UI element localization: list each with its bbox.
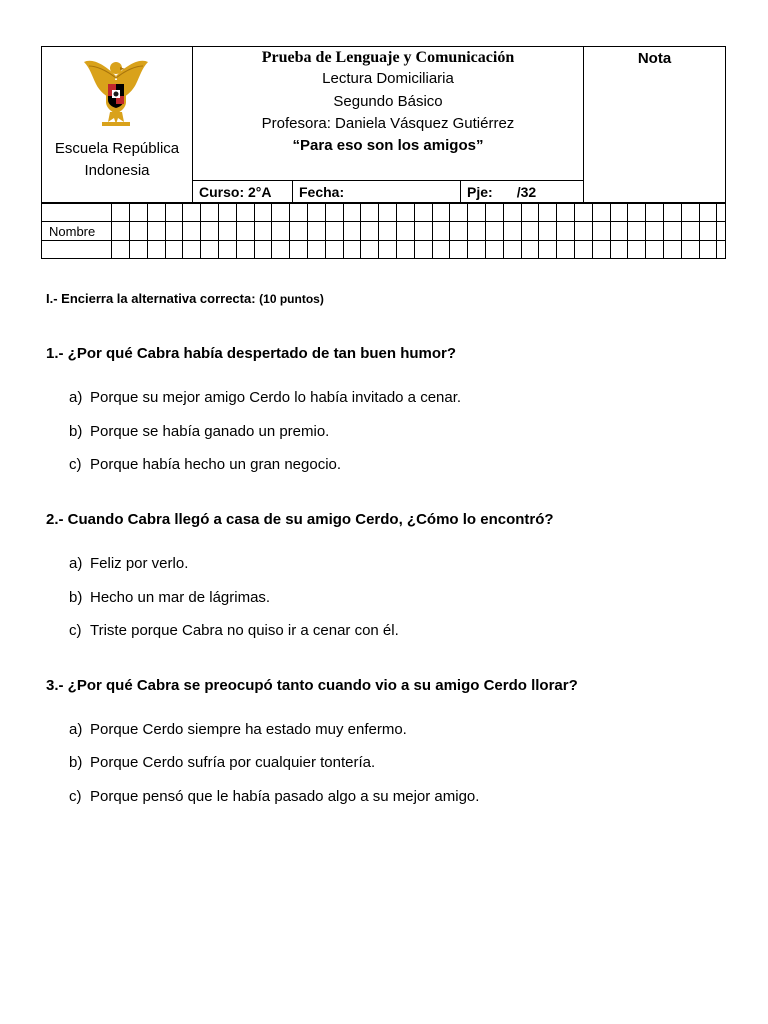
option-text: Porque se había ganado un premio. (90, 423, 330, 440)
school-name (41, 138, 193, 182)
grid-line (271, 204, 272, 258)
option-letter: b) (69, 589, 83, 606)
option-3c[interactable] (69, 788, 479, 805)
name-label: Nombre (49, 224, 96, 239)
section-heading (46, 291, 324, 306)
option-letter: a) (69, 555, 83, 572)
name-grid[interactable] (41, 203, 726, 259)
grid-line (521, 204, 522, 258)
grid-line (111, 204, 112, 258)
grid-line (610, 204, 611, 258)
option-2a[interactable] (69, 555, 188, 572)
date-field[interactable]: Fecha: (293, 181, 461, 204)
option-letter: a) (69, 389, 83, 406)
option-text: Feliz por verlo. (90, 555, 189, 572)
grid-line (325, 204, 326, 258)
section-points: (10 puntos) (259, 292, 324, 306)
question-3: 3.- ¿Por qué Cabra se preocupó tanto cuando vio a su amigo Cerdo llorar? (46, 677, 578, 694)
option-text: Hecho un mar de lágrimas. (90, 589, 271, 606)
grid-line (645, 204, 646, 258)
grid-line (503, 204, 504, 258)
option-2b[interactable] (69, 589, 270, 606)
question-2: 2.- Cuando Cabra llegó a casa de su amigo Cerdo, ¿Cómo lo encontró? (46, 511, 554, 528)
option-letter: b) (69, 754, 83, 771)
course-field: Curso: 2°A (193, 181, 293, 204)
grid-line (574, 204, 575, 258)
option-letter: c) (69, 788, 82, 805)
grid-line (200, 204, 201, 258)
course-row (192, 180, 584, 203)
grid-line (360, 204, 361, 258)
option-letter: b) (69, 423, 83, 440)
option-text: Porque pensó que le había pasado algo a su mejor amigo. (90, 788, 480, 805)
option-letter: a) (69, 721, 83, 738)
grid-line (485, 204, 486, 258)
grid-line (289, 204, 290, 258)
option-text: Porque Cerdo sufría por cualquier tontería. (90, 754, 376, 771)
grid-line (538, 204, 539, 258)
option-text: Triste porque Cabra no quiso ir a cenar con él. (90, 622, 399, 639)
grid-line (592, 204, 593, 258)
grid-line (254, 204, 255, 258)
score-total: /32 (516, 184, 537, 200)
grid-line (343, 204, 344, 258)
option-1b[interactable] (69, 423, 329, 440)
nota-label: Nota (637, 50, 672, 67)
garuda-emblem-icon (80, 54, 152, 128)
grid-line (182, 204, 183, 258)
story-title: “Para eso son los amigos” (292, 137, 484, 154)
option-1c[interactable] (69, 456, 341, 473)
grid-line (449, 204, 450, 258)
subtitle-reading: Lectura Domiciliaria (322, 70, 454, 87)
option-letter: c) (69, 456, 82, 473)
grid-line (414, 204, 415, 258)
grid-line (681, 204, 682, 258)
option-text: Porque Cerdo siempre ha estado muy enfermo. (90, 721, 407, 738)
option-2c[interactable] (69, 622, 399, 639)
subtitle-grade: Segundo Básico (333, 93, 443, 110)
grid-line (165, 204, 166, 258)
option-text: Porque había hecho un gran negocio. (90, 456, 342, 473)
grid-line (236, 204, 237, 258)
grid-line (147, 204, 148, 258)
option-3a[interactable] (69, 721, 407, 738)
grid-line (663, 204, 664, 258)
option-letter: c) (69, 622, 82, 639)
grid-line (307, 204, 308, 258)
score-label: Pje: (467, 184, 493, 200)
grid-line (129, 204, 130, 258)
grid-line (556, 204, 557, 258)
grid-line (432, 204, 433, 258)
grid-line (716, 204, 717, 258)
grid-line (627, 204, 628, 258)
option-1a[interactable] (69, 389, 461, 406)
grid-line (378, 204, 379, 258)
grid-line (699, 204, 700, 258)
score-field (461, 181, 583, 204)
grid-line (467, 204, 468, 258)
option-text: Porque su mejor amigo Cerdo lo había invitado a cenar. (90, 389, 462, 406)
grid-line (218, 204, 219, 258)
grade-cell (583, 46, 726, 203)
test-title: Prueba de Lenguaje y Comunicación (261, 49, 515, 66)
school-name-line2: Indonesia (84, 162, 150, 179)
teacher-name: Profesora: Daniela Vásquez Gutiérrez (261, 115, 515, 132)
school-name-line1: Escuela República (54, 140, 180, 157)
section-title: I.- Encierra la alternativa correcta: (46, 291, 256, 306)
grid-line (396, 204, 397, 258)
option-3b[interactable] (69, 754, 375, 771)
question-1: 1.- ¿Por qué Cabra había despertado de tan buen humor? (46, 345, 457, 362)
